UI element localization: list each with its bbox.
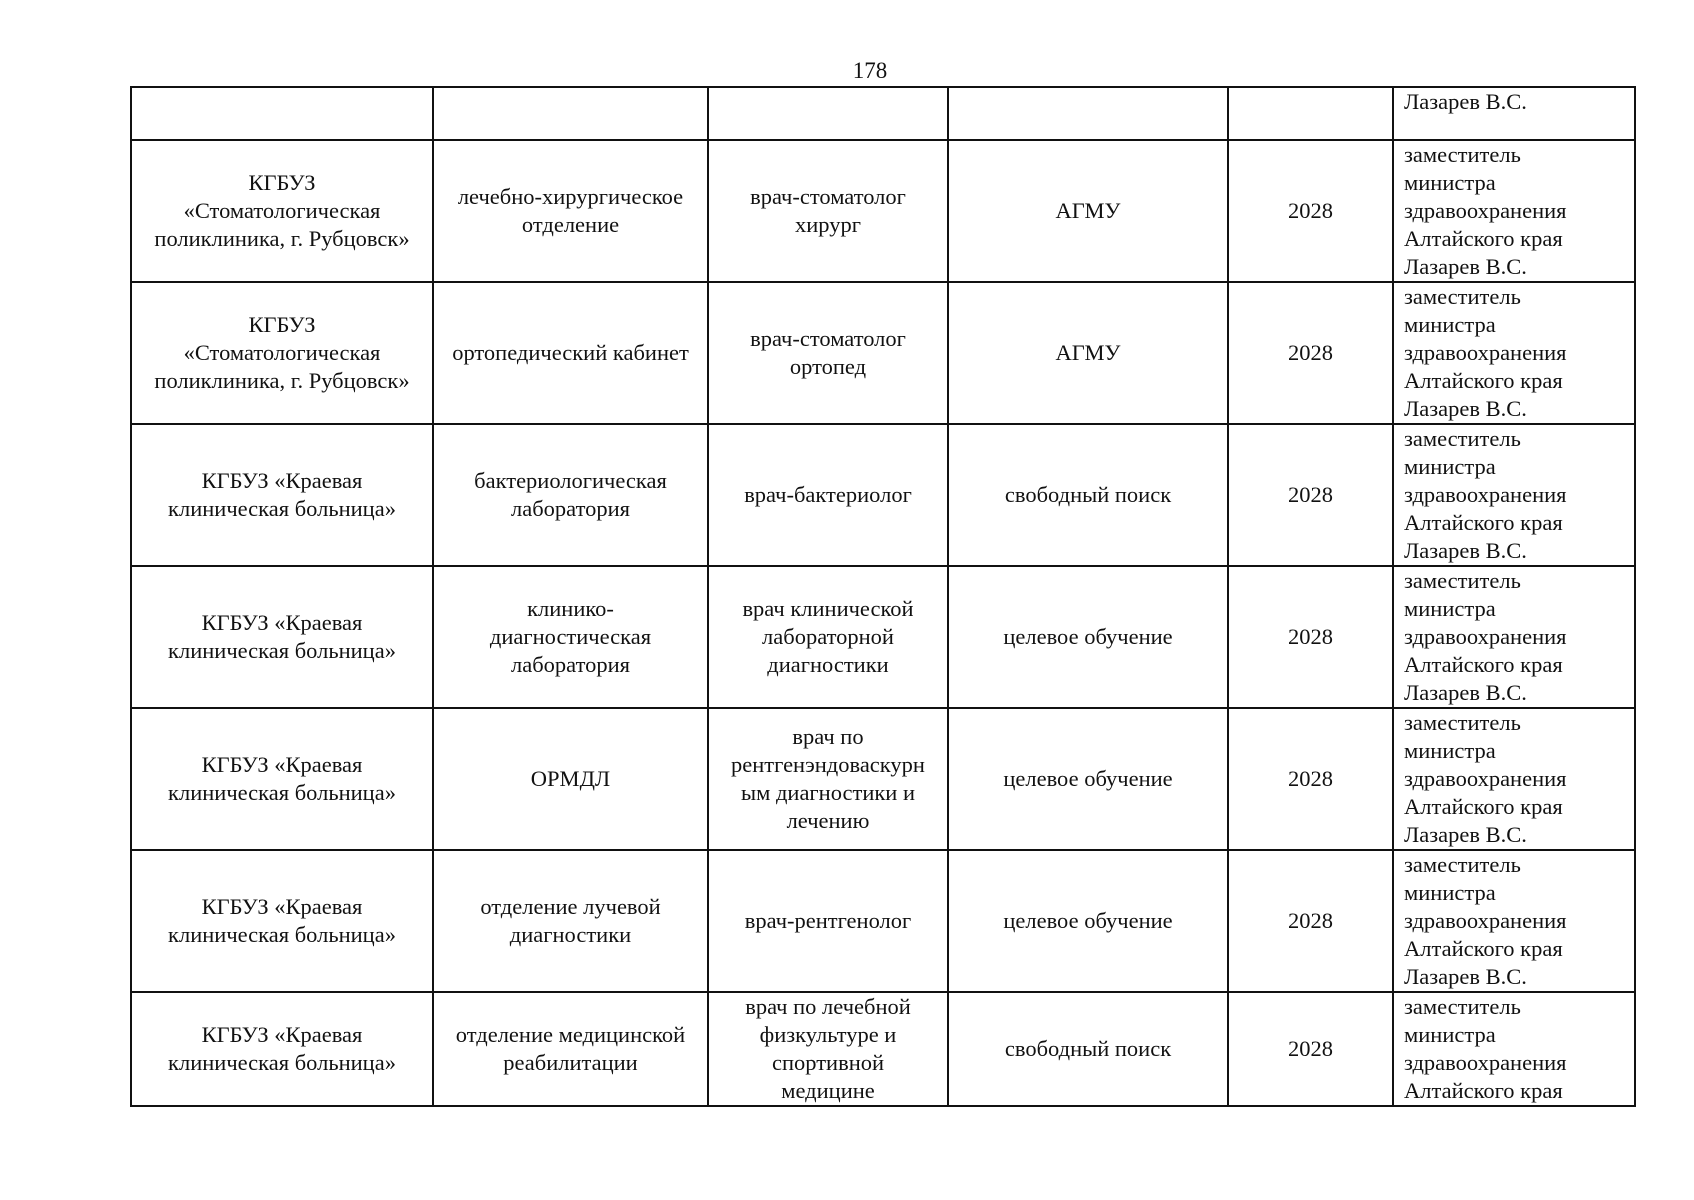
- table-row: [131, 708, 1635, 850]
- table-row: [131, 140, 1635, 282]
- table-row: [131, 566, 1635, 708]
- cell-year: 2028: [1228, 140, 1393, 282]
- cell-year: 2028: [1228, 850, 1393, 992]
- cell-responsible: заместитель министра здравоохранения Алтайского края Лазарев В.С.: [1393, 566, 1635, 708]
- cell-source: целевое обучение: [948, 850, 1228, 992]
- table-row: [131, 992, 1635, 1106]
- cell-year: 2028: [1228, 282, 1393, 424]
- table-row: [131, 850, 1635, 992]
- table-row: [131, 424, 1635, 566]
- document-table: [130, 86, 1636, 1107]
- cell-position: врач-стоматолог ортопед: [708, 282, 948, 424]
- cell-organization: КГБУЗ «Стоматологическая поликлиника, г. Рубцовск»: [131, 282, 433, 424]
- cell-department: ОРМДЛ: [433, 708, 708, 850]
- cell-source: целевое обучение: [948, 566, 1228, 708]
- cell-source: АГМУ: [948, 282, 1228, 424]
- cell-position: врач-бактериолог: [708, 424, 948, 566]
- cell-year: 2028: [1228, 708, 1393, 850]
- cell-responsible: заместитель министра здравоохранения Алтайского края Лазарев В.С.: [1393, 282, 1635, 424]
- cell-position: врач-рентгенолог: [708, 850, 948, 992]
- cell-responsible: заместитель министра здравоохранения Алтайского края: [1393, 992, 1635, 1106]
- cell-source: свободный поиск: [948, 992, 1228, 1106]
- table-row-continuation: [131, 87, 1635, 140]
- cell-position: врач клинической лабораторной диагностики: [708, 566, 948, 708]
- cell-organization: КГБУЗ «Краевая клиническая больница»: [131, 566, 433, 708]
- cell-responsible: заместитель министра здравоохранения Алтайского края Лазарев В.С.: [1393, 140, 1635, 282]
- cell-year: 2028: [1228, 566, 1393, 708]
- cell-department: клинико- диагностическая лаборатория: [433, 566, 708, 708]
- cell-year: 2028: [1228, 424, 1393, 566]
- cell-organization: [131, 87, 433, 140]
- page-number: 178: [852, 58, 888, 83]
- cell-responsible: заместитель министра здравоохранения Алтайского края Лазарев В.С.: [1393, 850, 1635, 992]
- cell-department: бактериологическая лаборатория: [433, 424, 708, 566]
- cell-department: [433, 87, 708, 140]
- cell-source: свободный поиск: [948, 424, 1228, 566]
- cell-organization: КГБУЗ «Краевая клиническая больница»: [131, 992, 433, 1106]
- cell-organization: КГБУЗ «Краевая клиническая больница»: [131, 424, 433, 566]
- cell-position: врач-стоматолог хирург: [708, 140, 948, 282]
- cell-source: целевое обучение: [948, 708, 1228, 850]
- cell-source: [948, 87, 1228, 140]
- cell-responsible: Лазарев В.С.: [1393, 87, 1635, 140]
- cell-department: отделение лучевой диагностики: [433, 850, 708, 992]
- table-row: [131, 282, 1635, 424]
- cell-department: лечебно-хирургическое отделение: [433, 140, 708, 282]
- cell-organization: КГБУЗ «Стоматологическая поликлиника, г. Рубцовск»: [131, 140, 433, 282]
- cell-responsible: заместитель министра здравоохранения Алтайского края Лазарев В.С.: [1393, 708, 1635, 850]
- cell-responsible: заместитель министра здравоохранения Алтайского края Лазарев В.С.: [1393, 424, 1635, 566]
- cell-organization: КГБУЗ «Краевая клиническая больница»: [131, 850, 433, 992]
- cell-department: отделение медицинской реабилитации: [433, 992, 708, 1106]
- cell-position: врач по рентгенэндоваскурн ым диагностики и лечению: [708, 708, 948, 850]
- cell-department: ортопедический кабинет: [433, 282, 708, 424]
- cell-position: [708, 87, 948, 140]
- cell-position: врач по лечебной физкультуре и спортивной медицине: [708, 992, 948, 1106]
- cell-source: АГМУ: [948, 140, 1228, 282]
- cell-year: [1228, 87, 1393, 140]
- cell-organization: КГБУЗ «Краевая клиническая больница»: [131, 708, 433, 850]
- cell-year: 2028: [1228, 992, 1393, 1106]
